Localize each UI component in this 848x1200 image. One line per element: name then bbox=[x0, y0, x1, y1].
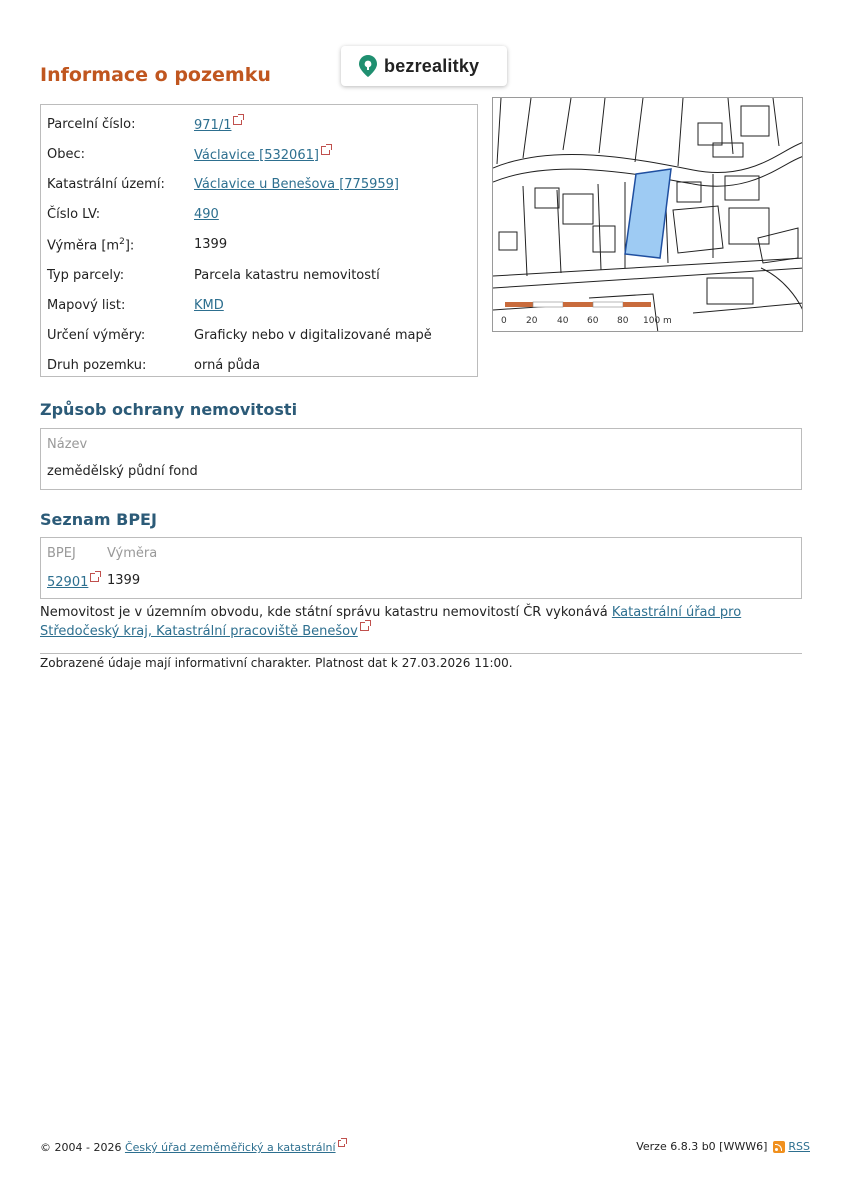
bpej-column-header: BPEJ bbox=[47, 546, 76, 561]
external-link-icon bbox=[233, 116, 242, 125]
office-note: Nemovitost je v územním obvodu, kde státní správu katastru nemovitostí ČR vykonává Katastrální úřad pro Středočeský kraj, Katastrální pracoviště Benešov bbox=[40, 605, 742, 639]
protection-table bbox=[40, 428, 802, 490]
footer-version: Verze 6.8.3 b0 [WWW6] RSS bbox=[636, 1140, 810, 1153]
info-row-area-method bbox=[47, 320, 471, 350]
info-label: Typ parcely: bbox=[47, 267, 125, 283]
cadastral-area-link[interactable]: Václavice u Benešova [775959] bbox=[194, 176, 399, 192]
svg-text:60: 60 bbox=[587, 316, 599, 326]
info-label: Číslo LV: bbox=[47, 207, 101, 223]
protection-column-header: Název bbox=[47, 437, 88, 452]
area-value: 1399 bbox=[194, 237, 228, 253]
bpej-heading: Seznam BPEJ bbox=[40, 510, 157, 529]
parcel-number-link[interactable]: 971/1 bbox=[194, 117, 232, 133]
info-row-map-sheet bbox=[47, 290, 471, 320]
cuzk-link[interactable]: Český úřad zeměměřický a katastrální bbox=[124, 1141, 336, 1154]
external-link-icon bbox=[90, 573, 99, 582]
info-row-lv-number bbox=[47, 200, 471, 230]
footer-copyright: © 2004 - 2026 Český úřad zeměměřický a katastrální bbox=[40, 1140, 345, 1154]
parcel-type-value: Parcela katastru nemovitostí bbox=[194, 267, 380, 283]
svg-text:80: 80 bbox=[617, 316, 629, 326]
table-row bbox=[47, 573, 795, 590]
info-row-municipality bbox=[47, 139, 471, 169]
external-link-icon bbox=[338, 1140, 345, 1147]
logo-text: bezrealitky bbox=[384, 55, 480, 76]
info-row-cadastral-area bbox=[47, 169, 471, 199]
protection-value: zemědělský půdní fond bbox=[47, 464, 198, 479]
rss-link[interactable]: RSS bbox=[788, 1140, 810, 1153]
info-row-parcel-number bbox=[47, 109, 471, 139]
area-method-value: Graficky nebo v digitalizované mapě bbox=[194, 327, 432, 343]
bpej-area-value: 1399 bbox=[107, 573, 141, 588]
lv-number-link[interactable]: 490 bbox=[194, 207, 219, 223]
map-sheet-link[interactable]: KMD bbox=[194, 297, 224, 313]
map-drawing bbox=[493, 98, 803, 332]
info-label: Výměra $[m^2]$: bbox=[47, 236, 135, 253]
cadastral-office-link[interactable]: Katastrální úřad pro Středočeský kraj, Katastrální pracoviště Benešov bbox=[40, 605, 742, 639]
data-validity-disclaimer: Zobrazené údaje mají informativní charakter. Platnost dat k 27.03.2026 11:00. bbox=[40, 656, 513, 670]
info-label: Obec: bbox=[47, 146, 86, 162]
svg-text:0: 0 bbox=[501, 316, 507, 326]
area-column-header: Výměra bbox=[107, 546, 158, 561]
info-row-land-type bbox=[47, 351, 471, 381]
location-pin-icon bbox=[359, 55, 377, 77]
bpej-table bbox=[40, 537, 802, 599]
info-row-area bbox=[47, 230, 471, 260]
bpej-code-link[interactable]: 52901 bbox=[47, 575, 89, 590]
parcel-info-table bbox=[40, 104, 478, 377]
info-label: Parcelní číslo: bbox=[47, 116, 136, 132]
divider bbox=[40, 653, 802, 654]
svg-text:40: 40 bbox=[557, 316, 569, 326]
info-row-parcel-type bbox=[47, 260, 471, 290]
info-label: Určení výměry: bbox=[47, 327, 146, 343]
bezrealitky-logo[interactable] bbox=[341, 46, 507, 86]
bpej-header-row bbox=[47, 546, 795, 561]
municipality-link[interactable]: Václavice [532061] bbox=[194, 147, 319, 163]
external-link-icon bbox=[360, 622, 369, 631]
svg-text:100 m: 100 m bbox=[643, 316, 672, 326]
page-title: Informace o pozemku bbox=[40, 64, 271, 86]
map-scale-bar bbox=[501, 302, 672, 326]
info-label: Katastrální území: bbox=[47, 176, 165, 192]
land-type-value: orná půda bbox=[194, 358, 261, 374]
protection-heading: Způsob ochrany nemovitosti bbox=[40, 400, 298, 419]
svg-text:20: 20 bbox=[526, 316, 538, 326]
info-label: Druh pozemku: bbox=[47, 358, 147, 374]
cadastral-map[interactable] bbox=[492, 97, 803, 332]
rss-icon[interactable] bbox=[773, 1141, 785, 1153]
external-link-icon bbox=[321, 146, 330, 155]
info-label: Mapový list: bbox=[47, 297, 126, 313]
